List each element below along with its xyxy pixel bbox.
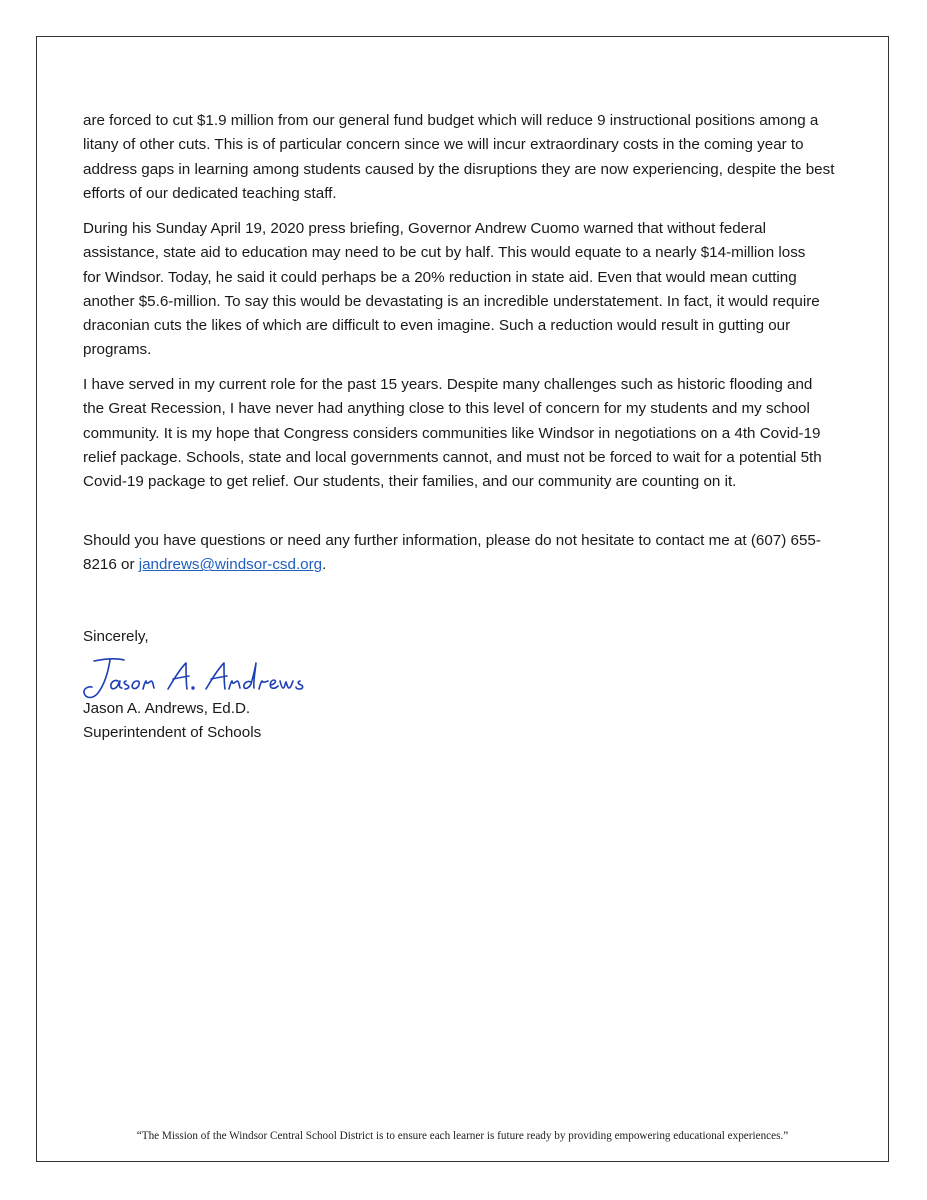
letter-paragraph-state-aid: During his Sunday April 19, 2020 press briefing, Governor Andrew Cuomo warned that without federal assistance, state aid to education may need to be cut by half. This would equate to a nearly $14-million loss for Windsor. Today, he said it could perhaps be a 20% reduction in state aid. Even that would mean cutting another $5.6-million. To say this would be devastating is an incredible understatement. In fact, it would require draconian cuts the likes of which are difficult to even imagine. Such a reduction would result in gutting our programs. bbox=[83, 220, 820, 359]
email-link[interactable]: jandrews@windsor-csd.org bbox=[138, 556, 323, 574]
letter-paragraph-contact bbox=[83, 529, 843, 578]
signer-title: Superintendent of Schools bbox=[83, 724, 262, 741]
contact-text-end: . bbox=[322, 556, 327, 574]
handwritten-signature bbox=[80, 655, 310, 703]
letter-paragraph-concern: I have served in my current role for the past 15 years. Despite many challenges such as historic flooding and the Great Recession, I have never had anything close to this level of concern for my students and my school community. It is my hope that Congress considers communities like Windsor in negotiations on a 4th Covid-19 relief package. Schools, state and local governments cannot, and must not be forced to wait for a potential 5th Covid-19 package to get relief. Our students, their families, and our community are counting on it. bbox=[83, 376, 822, 491]
closing-salutation: Sincerely, bbox=[83, 628, 149, 645]
signer-name: Jason A. Andrews, Ed.D. bbox=[83, 700, 251, 717]
mission-statement-footer: “The Mission of the Windsor Central School District is to ensure each learner is future ready by providing empowering educational experiences.” bbox=[136, 1130, 789, 1142]
contact-text: Should you have questions or need any further information, please do not hesitate to contact me at (607) 655-8216 or bbox=[83, 532, 821, 574]
letter-paragraph-budget-cuts: are forced to cut $1.9 million from our general fund budget which will reduce 9 instructional positions among a litany of other cuts. This is of particular concern since we will incur extraordinary costs in the coming year to address gaps in learning among students caused by the disruptions they are now experiencing, despite the best efforts of our dedicated teaching staff. bbox=[83, 112, 835, 202]
